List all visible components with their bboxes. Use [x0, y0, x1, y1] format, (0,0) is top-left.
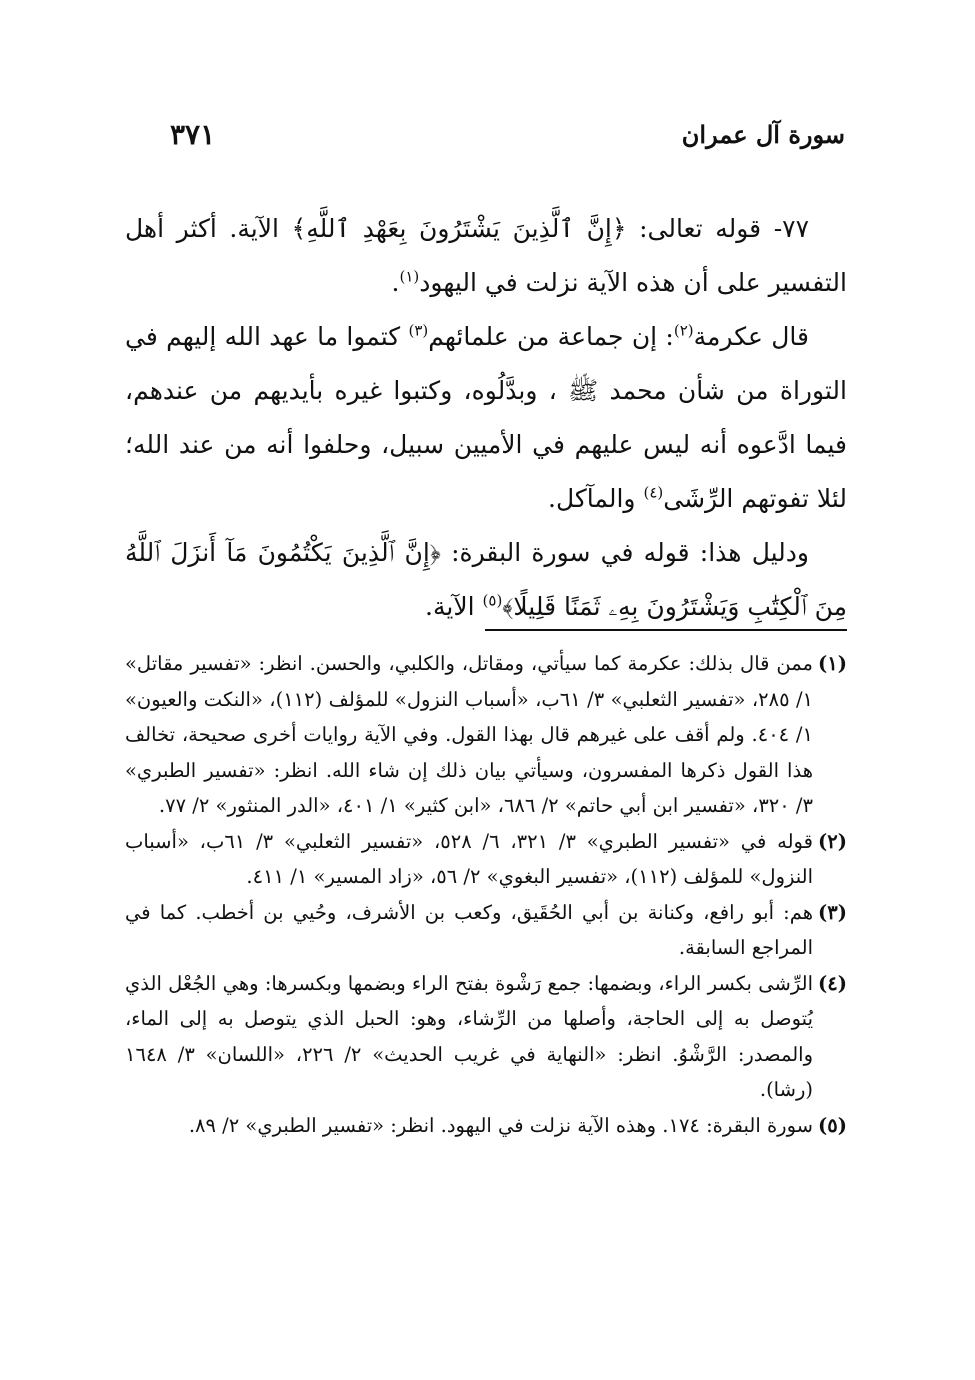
- footnote-ref: (١): [399, 267, 420, 286]
- footnote-ref: (٥): [482, 591, 503, 610]
- footnote: [125, 1108, 847, 1144]
- footnote-number: (٥): [818, 1113, 847, 1137]
- quran-quote: ﴿إِنَّ ٱلَّذِينَ يَشْتَرُونَ بِعَهْدِ ٱللَّهِ﴾: [291, 214, 627, 243]
- main-text: [125, 202, 847, 634]
- footnote: [125, 966, 847, 1108]
- text-run: الآية. أكثر أهل التفسير على أن هذه الآية نزلت في اليهود: [125, 214, 847, 297]
- text-run: والمآكل.: [548, 484, 644, 513]
- footnote-text: سورة البقرة: ١٧٤. وهذه الآية نزلت في اليهود. انظر: «تفسير الطبري» ٢/ ٨٩.: [188, 1113, 813, 1137]
- footnote-ref: (٤): [643, 483, 664, 502]
- footnote-number: (٣): [818, 900, 847, 924]
- footnote-separator: [485, 629, 847, 631]
- footnote-text: الرِّشى بكسر الراء، وبضمها: جمع رَشْوة بفتح الراء وبضمها وبكسرها: وهي الجُعْل الذي يُتوصل به إلى الحاجة، وأصلها من الرِّشاء، وهو: الحبل الذي يتوصل به إلى الماء، والمصدر: الرَّشْوُ. انظر: «النهاية في غريب الحديث» ٢/ ٢٢٦، «اللسان» ٣/ ١٦٤٨ (رشا).: [125, 971, 814, 1101]
- text-run: الآية.: [425, 592, 483, 621]
- text-run: ٧٧- قوله تعالى:: [626, 214, 810, 243]
- surah-title: سورة آل عمران: [681, 119, 845, 149]
- page-header: [170, 112, 845, 156]
- text-run: ودليل هذا: قوله في سورة البقرة:: [440, 538, 809, 567]
- page-number: ٣٧١: [170, 117, 216, 151]
- footnote-number: (١): [818, 652, 847, 675]
- text-run: .: [391, 268, 400, 297]
- text-run: كتموا ما عهد الله إليهم في التوراة من شأن محمد ﷺ ، وبدَّلُوه، وكتبوا غيره بأيديهم من عندهم، فيما ادَّعوه أنه ليس عليهم في الأميين سبيل، وحلفوا أنه من عند الله؛ لئلا تفوتهم الرِّشَى: [125, 322, 847, 513]
- paragraph-verse-77: [125, 202, 847, 310]
- footnote: [125, 646, 847, 824]
- footnote-text: هم: أبو رافع، وكنانة بن أبي الحُقَيق، وكعب بن الأشرف، وحُيي بن أخطب. كما في المراجع السابقة.: [125, 900, 813, 959]
- footnote-number: (٢): [818, 829, 847, 853]
- footnote: [125, 895, 847, 966]
- footnote-text: قوله في «تفسير الطبري» ٣/ ٣٢١، ٦/ ٥٢٨، «تفسير الثعلبي» ٣/ ٦١ب، «أسباب النزول» للمؤلف (١١٢)، «تفسير البغوي» ٢/ ٥٦، «زاد المسير» ١/ ٤١١.: [125, 829, 813, 888]
- text-run: قال عكرمة: [693, 322, 809, 351]
- paragraph-ikrimah: [125, 310, 847, 526]
- footnote-ref: (٣): [408, 321, 429, 340]
- footnote-text: ممن قال بذلك: عكرمة كما سيأتي، ومقاتل، والكلبي، والحسن. انظر: «تفسير مقاتل» ١/ ٢٨٥، «تفسير الثعلبي» ٣/ ٦١ب، «أسباب النزول» للمؤلف (١١٢)، «النكت والعيون» ١/ ٤٠٤. ولم أقف على غيرهم قال بهذا القول. وفي الآية روايات أخرى صحيحة، تخالف هذا القول ذكرها المفسرون، وسيأتي بيان ذلك إن شاء الله. انظر: «تفسير الطبري» ٣/ ٣٢٠، «تفسير ابن أبي حاتم» ٢/ ٦٨٦، «ابن كثير» ١/ ٤٠١، «الدر المنثور» ٢/ ٧٧.: [125, 652, 814, 817]
- footnote: [125, 824, 847, 895]
- footnotes: [125, 646, 847, 1143]
- quran-quote: ﴿إِنَّ ٱلَّذِينَ يَكْتُمُونَ مَآ أَنزَلَ ٱللَّهُ مِنَ ٱلْكِتَٰبِ وَيَشْتَرُونَ بِهِۦ ثَمَنًا قَلِيلًا﴾: [125, 538, 847, 621]
- footnote-ref: (٢): [673, 321, 694, 340]
- footnote-number: (٤): [818, 971, 847, 995]
- paragraph-evidence: [125, 526, 847, 634]
- text-run: : إن جماعة من علمائهم: [428, 322, 674, 351]
